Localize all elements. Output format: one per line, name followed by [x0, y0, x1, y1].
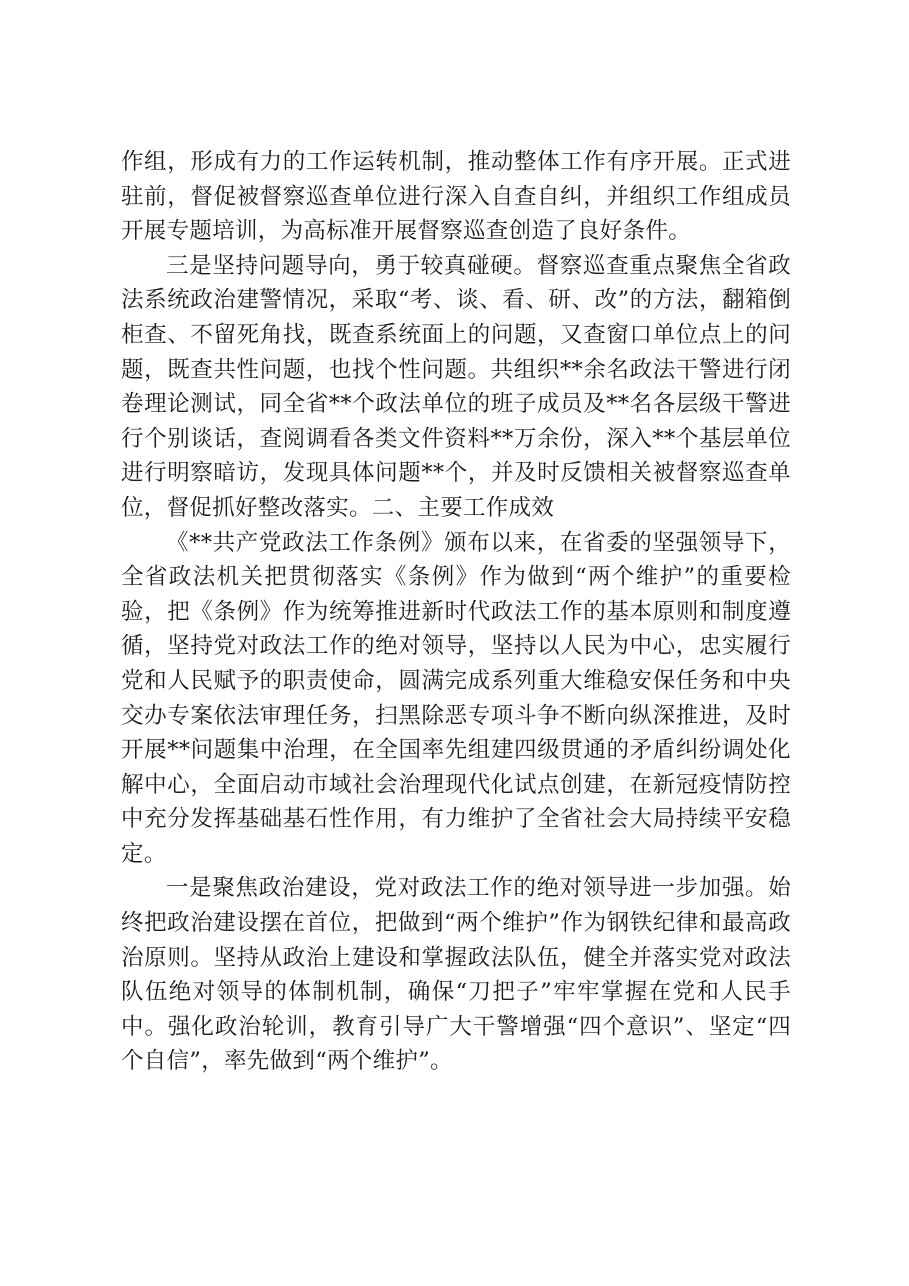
document-body [121, 145, 791, 1079]
paragraph-3: 《**共产党政法工作条例》颁布以来，在省委的坚强领导下，全省政法机关把贯彻落实《条例》作为做到“两个维护”的重要检验，把《条例》作为统筹推进新时代政法工作的基本原则和制度遵循，坚持党对政法工作的绝对领导，坚持以人民为中心，忠实履行党和人民赋予的职责使命，圆满完成系列重大维稳安保任务和中央交办专案依法审理任务，扫黑除恶专项斗争不断向纵深推进，及时开展**问题集中治理，在全国率先组建四级贯通的矛盾纠纷调处化解中心，全面启动市域社会治理现代化试点创建，在新冠疫情防控中充分发挥基础基石性作用，有力维护了全省社会大局持续平安稳定。 [121, 529, 791, 867]
paragraph-4: 一是聚焦政治建设，党对政法工作的绝对领导进一步加强。始终把政治建设摆在首位，把做到“两个维护”作为钢铁纪律和最高政治原则。坚持从政治上建设和掌握政法队伍，健全并落实党对政法队伍绝对领导的体制机制，确保“刀把子”牢牢掌握在党和人民手中。强化政治轮训，教育引导广大干警增强“四个意识”、坚定“四个自信”，率先做到“两个维护”。 [121, 875, 791, 1075]
paragraph-2: 三是坚持问题导向，勇于较真碰硬。督察巡查重点聚焦全省政法系统政治建警情况，采取“考、谈、看、研、改”的方法，翻箱倒柜查、不留死角找，既查系统面上的问题，又查窗口单位点上的问题，既查共性问题，也找个性问题。共组织**余名政法干警进行闭卷理论测试，同全省**个政法单位的班子成员及**名各层级干警进行个别谈话，查阅调看各类文件资料**万余份，深入**个基层单位进行明察暗访，发现具体问题**个，并及时反馈相关被督察巡查单位，督促抓好整改落实。二、主要工作成效 [121, 252, 791, 521]
paragraph-1: 作组，形成有力的工作运转机制，推动整体工作有序开展。正式进驻前，督促被督察巡查单位进行深入自查自纠，并组织工作组成员开展专题培训，为高标准开展督察巡查创造了良好条件。 [121, 149, 791, 245]
